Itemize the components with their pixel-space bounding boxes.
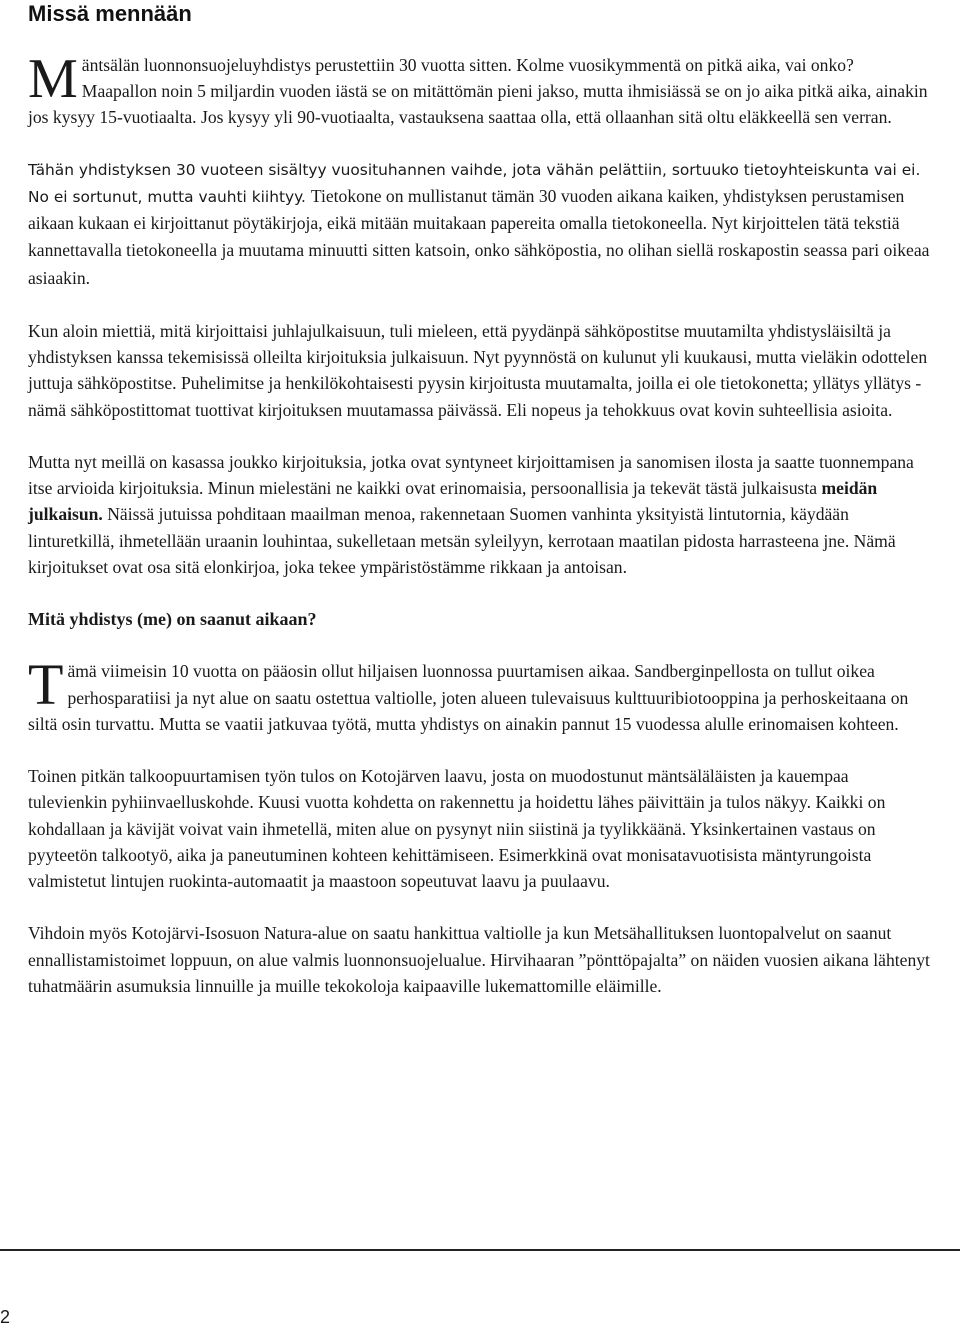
paragraph-writings <box>28 449 932 580</box>
section-heading: Mitä yhdistys (me) on saanut aikaan? <box>28 609 317 630</box>
paragraph-writings-before: Mutta nyt meillä on kasassa joukko kirjoituksia, jotka ovat syntyneet kirjoittamisen ja sanomisen ilosta ja saatte tuonnempana itse arvioida kirjoituksia. Minun mielestäni ne kaikki ovat erinomaisia, persoonallisia ja tekevät tästä julkaisusta <box>28 452 914 499</box>
intro-text: äntsälän luonnonsuojeluyhdistys perustettiin 30 vuotta sitten. Kolme vuosikymmentä on pitkä aika, vai onko? Maapallon noin 5 miljardin vuoden iästä se on mitättömän pieni jakso, mutta ihmisiässä se on jo aika pitkä aika, ainakin jos kysyy 15-vuotiaalta. Jos kysyy yli 90-vuotiaalta, vastauksena saattaa olla, että ollaanhan sitä oltu eläkkeellä sen verran. <box>28 55 928 128</box>
paragraph-request: Kun aloin miettiä, mitä kirjoittaisi juhlajulkaisuun, tuli mieleen, että pyydänpä sähköpostitse muutamilta yhdistysläisiltä ja yhdistyksen kanssa tekemisissä olleilta kirjoituksia julkaisuun. Nyt pyynnöstä on kulunut yli kuukausi, mutta vieläkin odottelen juttuja sähköpostitse. Puhelimitse ja henkilökohtaisesti pyysin kirjoitusta muutamalta, joilla ei ole tietokonetta; yllätys yllätys - nämä sähköpostittomat tuottivat kirjoituksen muutamassa päivässä. Eli nopeus ja tehokkuus ovat kovin suhteellisia asioita. <box>28 321 928 420</box>
paragraph-decade-text: ämä viimeisin 10 vuotta on pääosin ollut hiljaisen luonnossa puurtamisen aikaa. Sandberginpellosta on tullut oikea perhosparatiisi ja nyt alue on saatu ostettua valtiolle, joten alueen tulevaisuus kulttuuribiotooppina ja perhoskeitaana on siltä osin turvattu. Mutta se vaatii jatkuvaa työtä, mutta yhdistys on ainakin pannut 15 vuodessa alulle erinomaisen kohteen. <box>28 661 909 734</box>
paragraph-natura: Vihdoin myös Kotojärvi-Isosuon Natura-alue on saatu hankittua valtiolle ja kun Metsähallituksen luontopalvelut on saanut ennallistamistoimet loppuun, on alue valmis luonnonsuojelualue. Hirvihaaran ”pönttöpajalta” on näiden vuosien aikana lähtenyt tuhatmäärin asumuksia linnuille ja muille tekokoloja kaipaaville lukemattomille eläimille. <box>28 923 930 996</box>
drop-cap-t: T <box>28 652 64 718</box>
paragraph-writings-after: Näissä jutuissa pohditaan maailman menoa, rakennetaan Suomen vanhinta yksityistä lintutornia, käydään linturetkillä, ihmetellään uraanin louhintaa, sukelletaan metsän syleilyyn, kerrotaan maatilan pidosta harrasteena jne. Nämä kirjoitukset ovat osa sitä elonkirjoa, joka tekee ympäristöstämme rikkaan ja antoisan. <box>28 504 896 577</box>
footer-divider <box>0 1249 960 1251</box>
page-number: 2 <box>0 1307 11 1327</box>
paragraph-millennium-sans: Tähän yhdistyksen 30 vuoteen sisältyy vuosituhannen vaihde, jota vähän pelättiin, sortuuko tietoyhteiskunta vai ei. No ei sortunut, mutta vauhti kiihtyy. <box>28 160 921 206</box>
intro-paragraph <box>28 48 932 131</box>
paragraph-writings-bold: meidän julkaisun. <box>28 478 878 525</box>
article-body <box>28 48 932 1025</box>
page-title: Missä mennään <box>28 1 192 26</box>
paragraph-laavu: Toinen pitkän talkoopuurtamisen työn tulos on Kotojärven laavu, josta on muodostunut mäntsäläläisten ja kauempaa tulevienkin pyhiinvaelluskohde. Kuusi vuotta kohdetta on rakennettu ja hoidettu lähes päivittäin ja tulos näkyy. Kaikki on kohdallaan ja kävijät voivat vain ihmetellä, miten alue on pysynyt niin siistinä ja tyylikkäänä. Yksinkertainen vastaus on pyyteetön talkootyö, aika ja paneutuminen kohteen kehittämiseen. Esimerkkinä ovat monisatavuotisista mäntyrungoista valmistetut lintujen ruokinta-automaatit ja maastoon sopeutuvat laavu ja puulaavu. <box>28 766 886 891</box>
paragraph-millennium-serif: Tietokone on mullistanut tämän 30 vuoden aikana kaiken, yhdistyksen perustamisen aikaan kukaan ei kirjoittanut pöytäkirjoja, eikä mitään muitakaan papereita omalla tietokoneella. Nyt kirjoittelen tätä tekstiä kannettavalla tietokoneella ja muutama minuutti sitten katsoin, onko sähköpostia, no olihan siellä roskapostin seassa pari oikeaa asiaakin. <box>28 186 930 288</box>
paragraph-decade <box>28 652 932 737</box>
paragraph-millennium <box>28 157 932 292</box>
drop-cap-m: M <box>28 48 78 110</box>
